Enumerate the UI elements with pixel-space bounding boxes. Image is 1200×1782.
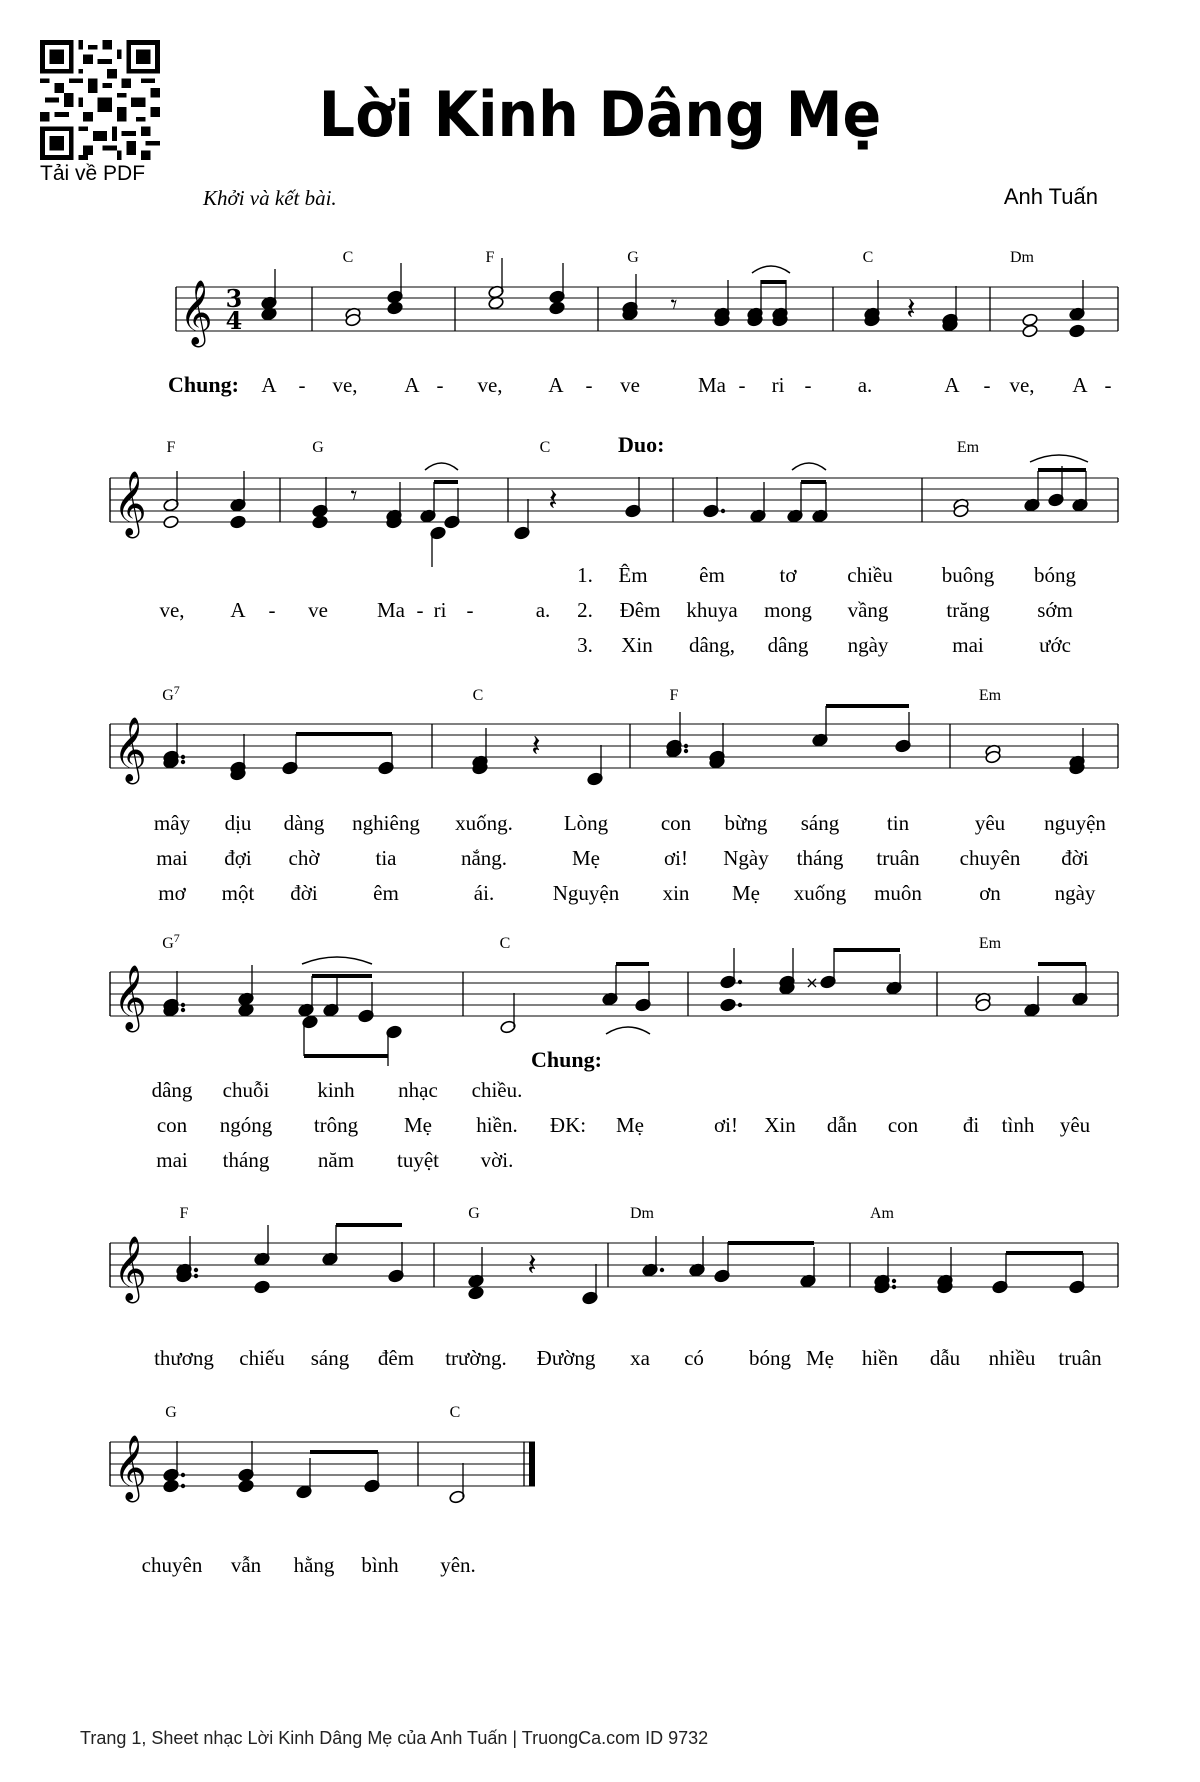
time-signature-bottom: 4 [225, 306, 243, 335]
lyrics-5-word: thương [154, 1346, 214, 1370]
lyrics-2-verse-2-word: 2. [577, 598, 593, 622]
staff-5-chord: G [468, 1205, 480, 1222]
lyrics-3-verse-3-word: đời [290, 881, 318, 905]
lyrics-2-verse-1-word: bóng [1034, 563, 1076, 587]
staff-3-treble-clef: 𝄞 [113, 717, 147, 782]
lyrics-1-word: A [261, 373, 277, 397]
lyrics-1-word: - [983, 373, 991, 397]
lyrics-1-word: - [585, 373, 593, 397]
note-dot [181, 1473, 185, 1477]
lyrics-5-word: nhiều [988, 1346, 1036, 1370]
staff-4-chord: Em [978, 935, 1002, 952]
lyrics-2-verse-1-word: 1. [577, 563, 593, 587]
note-dot [892, 1279, 896, 1283]
lyrics-2-verse-3-word: Xin [621, 633, 653, 657]
lyrics-5-word: truân [1058, 1346, 1102, 1370]
lyrics-4-verse-2-word: ơi! [714, 1113, 738, 1137]
note-head [387, 301, 404, 315]
lyrics-3-verse-2-word: mai [156, 846, 188, 870]
note-head [163, 1479, 180, 1493]
staff-1-chord: F [485, 249, 495, 266]
note-dot [194, 1274, 198, 1278]
song-subtitle: Khởi và kết bài. [203, 186, 337, 210]
lyrics-5-word: chiếu [239, 1346, 285, 1370]
slur [792, 463, 826, 470]
lyrics-3-verse-1-word: dàng [283, 811, 325, 835]
lyrics-3-verse-3-word: xuống [793, 881, 847, 905]
lyrics-2-verse-2-word: ve, [159, 598, 185, 622]
lyrics-1-word: - [804, 373, 812, 397]
lyrics-1-word: - [1104, 373, 1112, 397]
note-head [254, 1280, 271, 1294]
lyrics-6-word: bình [361, 1553, 399, 1577]
lyrics-3-verse-2-word: truân [876, 846, 920, 870]
lyrics-3-verse-1-word: mây [153, 811, 191, 835]
section-label-duo: Duo: [618, 432, 665, 457]
lyrics-4-verse-3-word: vời. [480, 1148, 514, 1172]
lyrics-2-verse-2-word: mong [764, 598, 812, 622]
lyrics-1-word: ve, [1009, 373, 1035, 397]
lyrics-4-verse-2-word: trông [313, 1113, 359, 1137]
staff-2-chord: F [166, 439, 176, 456]
lyrics-5-word: sáng [310, 1346, 350, 1370]
double-sharp: × [805, 973, 819, 992]
staff-6-treble-clef: 𝄞 [113, 1435, 147, 1500]
lyrics-1-word: - [738, 373, 746, 397]
lyrics-4-verse-2-word: Xin [764, 1113, 796, 1137]
lyrics-2-verse-2-word: sớm [1037, 598, 1073, 622]
staff-4-chord: C [499, 935, 511, 952]
lyrics-2-verse-2-word: vầng [847, 598, 889, 622]
lyrics-1-word: Ma [698, 373, 726, 397]
lyrics-3-verse-1-word: bừng [724, 811, 768, 835]
lyrics-4-verse-2-word: tình [1001, 1113, 1035, 1137]
lyrics-3-verse-1-word: xuống. [455, 811, 513, 835]
lyrics-1-word: ve, [477, 373, 503, 397]
lyrics-6-word: yên. [440, 1553, 476, 1577]
lyrics-4-verse-1-word: nhạc [398, 1078, 438, 1102]
lyrics-3-verse-3-word: ái. [473, 881, 495, 905]
note-dot [181, 1008, 185, 1012]
staff-1-chord: C [342, 249, 354, 266]
staff-5-chord: F [179, 1205, 189, 1222]
page-footer: Trang 1, Sheet nhạc Lời Kinh Dâng Mẹ của Anh Tuấn | TruongCa.com ID 9732 [80, 1728, 709, 1748]
lyrics-3-verse-2-word: đợi [224, 846, 252, 870]
quarter-rest: 𝄽 [527, 1248, 537, 1283]
note-dot [684, 744, 688, 748]
note-dot [684, 749, 688, 753]
lyrics-4-verse-1-word: chiều. [471, 1078, 523, 1102]
lyrics-2-verse-3-word: 3. [577, 633, 593, 657]
lyrics-4-verse-2-word: con [156, 1113, 188, 1137]
note-dot [181, 760, 185, 764]
lyrics-3-verse-1-word: sáng [800, 811, 840, 835]
lyrics-4-verse-3-word: tuyệt [397, 1148, 439, 1172]
lyrics-2-verse-2-word: - [268, 598, 276, 622]
lyrics-2-verse-3-word: ngày [847, 633, 889, 657]
lyrics-6-word: hằng [293, 1553, 335, 1577]
quarter-rest: 𝄽 [548, 483, 558, 518]
staff-4-treble-clef: 𝄞 [113, 965, 147, 1030]
staff-1-treble-clef: 𝄞 [179, 280, 213, 345]
staff-1-chord: G [627, 249, 639, 266]
lyrics-6-word: vẫn [230, 1553, 262, 1577]
staff-6-chord: C [449, 1404, 461, 1421]
staff-2-chord: Em [956, 439, 980, 456]
lyrics-5-word: đêm [377, 1346, 415, 1370]
staff-4-chord: $G^7$ [162, 931, 180, 952]
lyrics-6-word: chuyên [141, 1553, 203, 1577]
lyrics-1-word: - [298, 373, 306, 397]
lyrics-3-verse-1-word: nguyện [1044, 811, 1106, 835]
note-head [230, 515, 247, 529]
lyrics-1-word: a. [857, 373, 873, 397]
lyrics-4-verse-2-word: ĐK: [549, 1113, 587, 1137]
lyrics-5-word: hiền [861, 1346, 899, 1370]
note-head [1022, 324, 1039, 338]
note-dot [181, 1003, 185, 1007]
lyrics-3-verse-3-word: xin [662, 881, 690, 905]
lyrics-3-verse-2-word: chờ [288, 846, 320, 870]
section-label-chung-2: Chung: [531, 1047, 602, 1072]
lyrics-3-verse-1-word: nghiêng [352, 811, 420, 835]
lyrics-3-verse-2-word: đời [1061, 846, 1089, 870]
lyrics-2-verse-2-word: ve [308, 598, 328, 622]
lyrics-2-verse-2-word: a. [535, 598, 551, 622]
lyrics-3-verse-2-word: Mẹ [572, 846, 600, 870]
lyrics-4-verse-2-word: con [887, 1113, 919, 1137]
slur [425, 463, 458, 470]
lyrics-4-verse-1-word: dâng [151, 1078, 193, 1102]
note-head [1069, 324, 1086, 338]
note-head [549, 301, 566, 315]
lyrics-1-word: A [548, 373, 564, 397]
lyrics-5-word: Mẹ [806, 1346, 834, 1370]
lyrics-3-verse-1-word: yêu [974, 811, 1006, 835]
lyrics-3-verse-3-word: ơn [979, 881, 1001, 905]
section-label-chung: Chung: [168, 372, 239, 397]
staff-3-chord: F [669, 687, 679, 704]
staff-5-chord: Dm [630, 1205, 654, 1222]
note-dot [660, 1268, 664, 1272]
final-barline-thick [529, 1442, 535, 1486]
quarter-rest: 𝄽 [531, 729, 541, 764]
lyrics-5-word: trường. [445, 1346, 507, 1370]
lyrics-2-verse-2-word: A [230, 598, 246, 622]
lyrics-1-word: A [944, 373, 960, 397]
lyrics-3-verse-1-word: tin [886, 811, 910, 835]
lyrics-1-word: ri [771, 373, 785, 397]
lyrics-3-verse-2-word: tháng [796, 846, 844, 870]
lyrics-4-verse-3-word: tháng [222, 1148, 270, 1172]
lyrics-5-word: Đường [536, 1346, 596, 1370]
lyrics-2-verse-1-word: tơ [779, 563, 797, 587]
slur [606, 1027, 650, 1034]
slur [302, 957, 372, 964]
staff-5-treble-clef: 𝄞 [113, 1236, 147, 1301]
lyrics-3-verse-2-word: nắng. [460, 846, 508, 870]
lyrics-4-verse-2-word: đi [962, 1113, 980, 1137]
lyrics-2-verse-2-word: khuya [686, 598, 738, 622]
lyrics-3-verse-3-word: ngày [1054, 881, 1096, 905]
lyrics-4-verse-3-word: mai [156, 1148, 188, 1172]
note-dot [738, 980, 742, 984]
slur [752, 266, 790, 273]
note-dot [194, 1268, 198, 1272]
note-head [468, 1286, 485, 1300]
lyrics-4-verse-2-word: hiền. [476, 1113, 518, 1137]
note-dot [721, 509, 725, 513]
note-head [720, 998, 737, 1012]
lyrics-5-word: dẫu [929, 1346, 961, 1370]
lyrics-3-verse-3-word: Nguyện [552, 881, 620, 905]
lyrics-2-verse-2-word: trăng [946, 598, 990, 622]
composer-name: Anh Tuấn [1003, 184, 1098, 209]
lyrics-1-word: - [436, 373, 444, 397]
staff-5-chord: Am [870, 1205, 894, 1222]
staff-3-chord: Em [978, 687, 1002, 704]
lyrics-3-verse-3-word: êm [373, 881, 399, 905]
lyrics-4-verse-2-word: dẫn [826, 1113, 858, 1137]
song-title: Lời Kinh Dâng Mẹ [318, 78, 882, 151]
lyrics-3-verse-2-word: ơi! [664, 846, 688, 870]
note-head [1022, 313, 1039, 327]
staff-2-chord: C [539, 439, 551, 456]
lyrics-2-verse-1-word: Êm [618, 563, 648, 587]
note-dot [738, 1003, 742, 1007]
lyrics-2-verse-2-word: Đêm [619, 598, 661, 622]
lyrics-1-word: A [1072, 373, 1088, 397]
slur [1030, 455, 1088, 462]
lyrics-2-verse-2-word: ri [433, 598, 447, 622]
lyrics-4-verse-1-word: kinh [317, 1078, 355, 1102]
time-signature-top: 3 [225, 284, 243, 313]
lyrics-2-verse-1-word: chiều [847, 563, 893, 587]
lyrics-2-verse-3-word: ước [1039, 633, 1071, 657]
staff-2-chord: G [312, 439, 324, 456]
note-dot [181, 1484, 185, 1488]
note-head [163, 515, 180, 529]
eighth-rest: 𝄾 [670, 290, 678, 320]
lyrics-2-verse-2-word: - [466, 598, 474, 622]
staff-3-chord: $G^7$ [162, 683, 180, 704]
note-dot [181, 755, 185, 759]
lyrics-1-word: A [404, 373, 420, 397]
lyrics-4-verse-2-word: yêu [1059, 1113, 1091, 1137]
lyrics-3-verse-1-word: dịu [224, 811, 252, 835]
lyrics-5-word: có [684, 1346, 704, 1370]
lyrics-2-verse-3-word: mai [952, 633, 984, 657]
lyrics-3-verse-1-word: con [660, 811, 692, 835]
lyrics-4-verse-2-word: Mẹ [404, 1113, 432, 1137]
lyrics-4-verse-3-word: năm [317, 1148, 355, 1172]
lyrics-3-verse-2-word: Ngày [723, 846, 769, 870]
lyrics-2-verse-2-word: - [416, 598, 424, 622]
staff-2-treble-clef: 𝄞 [113, 471, 147, 536]
staff-1-chord: C [862, 249, 874, 266]
lyrics-5-word: xa [630, 1346, 650, 1370]
note-dot [892, 1285, 896, 1289]
lyrics-2-verse-1-word: êm [699, 563, 725, 587]
lyrics-2-verse-2-word: Ma [377, 598, 405, 622]
note-head [312, 515, 329, 529]
lyrics-2-verse-1-word: buông [941, 563, 995, 587]
quarter-rest: 𝄽 [906, 292, 916, 327]
lyrics-3-verse-3-word: Mẹ [732, 881, 760, 905]
note-head [238, 1479, 255, 1493]
staff-3-chord: C [472, 687, 484, 704]
staff-1-chord: Dm [1010, 249, 1034, 266]
lyrics-3-verse-2-word: tia [375, 846, 397, 870]
eighth-rest: 𝄾 [350, 481, 358, 511]
lyrics-3-verse-3-word: mơ [158, 881, 186, 905]
lyrics-1-word: ve [620, 373, 640, 397]
lyrics-5-word: bóng [749, 1346, 791, 1370]
lyrics-3-verse-3-word: muôn [874, 881, 922, 905]
lyrics-2-verse-3-word: dâng, [688, 633, 736, 657]
qr-download-caption[interactable]: Tải về PDF [40, 162, 146, 185]
lyrics-2-verse-3-word: dâng [767, 633, 809, 657]
lyrics-4-verse-2-word: Mẹ [616, 1113, 644, 1137]
staff-6-chord: G [165, 1404, 177, 1421]
lyrics-3-verse-1-word: Lòng [563, 811, 609, 835]
lyrics-1-word: ve, [332, 373, 358, 397]
lyrics-4-verse-1-word: chuỗi [222, 1078, 270, 1102]
lyrics-3-verse-2-word: chuyên [959, 846, 1021, 870]
lyrics-4-verse-2-word: ngóng [219, 1113, 273, 1137]
lyrics-3-verse-3-word: một [221, 881, 255, 905]
